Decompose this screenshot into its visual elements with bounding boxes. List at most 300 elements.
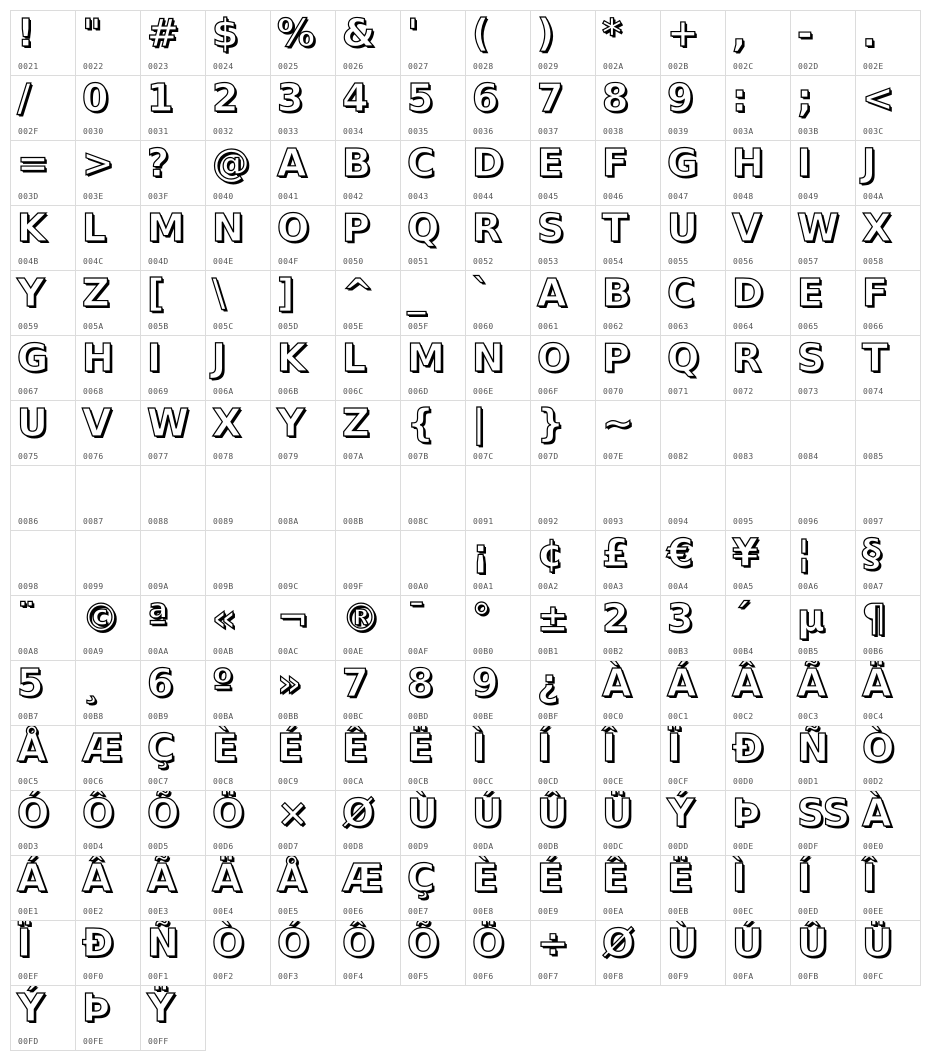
codepoint-label: 00CE <box>603 777 624 786</box>
glyph-cell <box>76 271 141 336</box>
glyph-cell <box>726 206 791 271</box>
glyph-sample: ¶ <box>862 596 887 640</box>
glyph-sample: Â <box>82 856 112 900</box>
codepoint-label: 0034 <box>343 127 364 136</box>
glyph-cell <box>76 986 141 1051</box>
codepoint-label: 00E2 <box>83 907 104 916</box>
glyph-sample: µ <box>797 596 825 640</box>
glyph-sample: ¡ <box>472 531 490 575</box>
glyph-cell <box>401 401 466 466</box>
glyph-sample: Ú <box>472 791 503 835</box>
glyph-sample: Â <box>732 661 762 705</box>
glyph-cell <box>271 726 336 791</box>
codepoint-label: 00D9 <box>408 842 429 851</box>
glyph-cell <box>531 271 596 336</box>
glyph-sample: C <box>667 271 695 315</box>
glyph-sample: Æ <box>82 726 124 770</box>
glyph-cell <box>206 466 271 531</box>
glyph-cell <box>271 466 336 531</box>
codepoint-label: 00EF <box>18 972 39 981</box>
glyph-sample: L <box>82 206 107 250</box>
glyph-sample: P <box>602 336 630 380</box>
glyph-cell <box>76 921 141 986</box>
glyph-sample: Ø <box>602 921 635 965</box>
glyph-cell <box>726 921 791 986</box>
glyph-sample: ¬ <box>277 596 309 640</box>
glyph-sample: Ò <box>862 726 895 770</box>
glyph-cell <box>141 76 206 141</box>
glyph-sample: _ <box>407 271 426 315</box>
glyph-sample: Ä <box>212 856 242 900</box>
glyph-sample: Ó <box>277 921 310 965</box>
glyph-cell <box>401 141 466 206</box>
glyph-sample: G <box>667 141 699 185</box>
glyph-cell <box>531 596 596 661</box>
glyph-sample: M <box>147 206 185 250</box>
codepoint-label: 00E1 <box>18 907 39 916</box>
glyph-sample: T <box>862 336 888 380</box>
glyph-sample: Í <box>537 726 552 770</box>
glyph-sample: 3 <box>277 76 304 120</box>
glyph-sample: Û <box>797 921 828 965</box>
codepoint-label: 0070 <box>603 387 624 396</box>
glyph-cell <box>596 401 661 466</box>
glyph-cell <box>401 466 466 531</box>
glyph-sample: Ñ <box>147 921 179 965</box>
glyph-sample: Y <box>17 271 45 315</box>
glyph-cell <box>271 596 336 661</box>
codepoint-label: 00DF <box>798 842 819 851</box>
codepoint-label: 0097 <box>863 517 884 526</box>
glyph-cell <box>206 531 271 596</box>
glyph-cell <box>726 856 791 921</box>
codepoint-label: 0079 <box>278 452 299 461</box>
glyph-sample: I <box>797 141 812 185</box>
codepoint-label: 00AB <box>213 647 234 656</box>
codepoint-label: 00C8 <box>213 777 234 786</box>
glyph-cell <box>11 336 76 401</box>
codepoint-label: 0043 <box>408 192 429 201</box>
codepoint-label: 0055 <box>668 257 689 266</box>
glyph-sample: 7 <box>537 76 564 120</box>
glyph-sample: À <box>602 661 632 705</box>
codepoint-label: 00FB <box>798 972 819 981</box>
glyph-cell <box>271 791 336 856</box>
codepoint-label: 0078 <box>213 452 234 461</box>
codepoint-label: 003D <box>18 192 39 201</box>
glyph-cell <box>466 531 531 596</box>
codepoint-label: 00A0 <box>408 582 429 591</box>
codepoint-label: 00C6 <box>83 777 104 786</box>
glyph-cell <box>11 401 76 466</box>
glyph-sample: U <box>667 206 698 250</box>
glyph-cell <box>271 531 336 596</box>
codepoint-label: 0087 <box>83 517 104 526</box>
glyph-cell <box>791 206 856 271</box>
glyph-cell <box>531 726 596 791</box>
glyph-sample: Ô <box>342 921 375 965</box>
glyph-cell <box>856 726 921 791</box>
codepoint-label: 00D6 <box>213 842 234 851</box>
glyph-cell <box>856 531 921 596</box>
glyph-sample: O <box>277 206 310 250</box>
codepoint-label: 0036 <box>473 127 494 136</box>
codepoint-label: 005C <box>213 322 234 331</box>
glyph-cell <box>856 336 921 401</box>
glyph-cell <box>206 661 271 726</box>
codepoint-label: 002E <box>863 62 884 71</box>
glyph-sample: X <box>862 206 892 250</box>
codepoint-label: 008A <box>278 517 299 526</box>
codepoint-label: 00BA <box>213 712 234 721</box>
glyph-sample: Ê <box>342 726 368 770</box>
glyph-cell <box>141 856 206 921</box>
glyph-sample: H <box>732 141 764 185</box>
codepoint-label: 00B4 <box>733 647 754 656</box>
glyph-sample: J <box>212 336 227 380</box>
glyph-sample: ® <box>342 596 380 640</box>
glyph-sample: ~ <box>602 401 634 445</box>
glyph-cell <box>726 401 791 466</box>
codepoint-label: 0039 <box>668 127 689 136</box>
glyph-cell <box>206 791 271 856</box>
glyph-sample: 2 <box>602 596 629 640</box>
glyph-cell <box>661 596 726 661</box>
codepoint-label: 005B <box>148 322 169 331</box>
glyph-cell <box>76 856 141 921</box>
glyph-cell <box>661 271 726 336</box>
glyph-cell <box>466 271 531 336</box>
glyph-cell <box>726 76 791 141</box>
codepoint-label: 00B8 <box>83 712 104 721</box>
codepoint-label: 00FA <box>733 972 754 981</box>
glyph-cell <box>791 726 856 791</box>
glyph-cell <box>76 531 141 596</box>
glyph-sample: Ù <box>407 791 438 835</box>
glyph-sample: Ï <box>17 921 32 965</box>
glyph-cell <box>661 466 726 531</box>
glyph-cell <box>531 401 596 466</box>
glyph-cell <box>531 466 596 531</box>
glyph-cell <box>336 11 401 76</box>
codepoint-label: 00A1 <box>473 582 494 591</box>
glyph-cell <box>466 726 531 791</box>
codepoint-label: 0099 <box>83 582 104 591</box>
glyph-sample: Ð <box>732 726 764 770</box>
glyph-sample: ` <box>472 271 491 315</box>
glyph-sample: Õ <box>147 791 180 835</box>
codepoint-label: 0021 <box>18 62 39 71</box>
glyph-sample: Ú <box>732 921 763 965</box>
codepoint-label: 002A <box>603 62 624 71</box>
glyph-cell <box>726 466 791 531</box>
glyph-cell <box>206 856 271 921</box>
codepoint-label: 00C0 <box>603 712 624 721</box>
codepoint-label: 00ED <box>798 907 819 916</box>
codepoint-label: 0045 <box>538 192 559 201</box>
glyph-sample: ¿ <box>537 661 560 705</box>
glyph-sample: H <box>82 336 114 380</box>
codepoint-label: 00D1 <box>798 777 819 786</box>
glyph-cell <box>141 921 206 986</box>
codepoint-label: 00D4 <box>83 842 104 851</box>
glyph-cell <box>661 206 726 271</box>
glyph-cell <box>401 791 466 856</box>
glyph-cell <box>141 791 206 856</box>
glyph-cell <box>401 11 466 76</box>
glyph-sample: × <box>277 791 309 835</box>
glyph-cell <box>271 206 336 271</box>
codepoint-label: 005F <box>408 322 429 331</box>
glyph-sample: E <box>537 141 563 185</box>
glyph-cell <box>661 336 726 401</box>
glyph-cell <box>596 271 661 336</box>
codepoint-label: 0048 <box>733 192 754 201</box>
codepoint-label: 0029 <box>538 62 559 71</box>
codepoint-label: 0073 <box>798 387 819 396</box>
glyph-cell <box>336 921 401 986</box>
glyph-sample: $ <box>212 11 239 55</box>
glyph-cell <box>856 856 921 921</box>
codepoint-label: 003F <box>148 192 169 201</box>
glyph-sample: ! <box>17 11 35 55</box>
codepoint-label: 0096 <box>798 517 819 526</box>
glyph-sample: Y <box>277 401 305 445</box>
glyph-cell <box>76 596 141 661</box>
codepoint-label: 00D2 <box>863 777 884 786</box>
glyph-sample: Ö <box>472 921 505 965</box>
glyph-sample: = <box>17 141 49 185</box>
codepoint-label: 00CD <box>538 777 559 786</box>
codepoint-label: 007C <box>473 452 494 461</box>
glyph-sample: C <box>407 141 435 185</box>
glyph-sample: % <box>277 11 316 55</box>
glyph-cell <box>596 791 661 856</box>
glyph-cell <box>206 336 271 401</box>
glyph-sample: Ë <box>407 726 433 770</box>
glyph-sample: 8 <box>602 76 629 120</box>
codepoint-label: 00BC <box>343 712 364 721</box>
glyph-sample: | <box>472 401 486 445</box>
codepoint-label: 003E <box>83 192 104 201</box>
glyph-cell <box>791 76 856 141</box>
glyph-cell <box>11 141 76 206</box>
glyph-cell <box>596 466 661 531</box>
glyph-cell <box>856 401 921 466</box>
glyph-sample: Z <box>342 401 370 445</box>
codepoint-label: 00DE <box>733 842 754 851</box>
codepoint-label: 006B <box>278 387 299 396</box>
glyph-cell <box>596 141 661 206</box>
glyph-sample: Ã <box>147 856 177 900</box>
codepoint-label: 005D <box>278 322 299 331</box>
glyph-cell <box>206 726 271 791</box>
glyph-sample: 1 <box>147 76 174 120</box>
glyph-cell <box>531 856 596 921</box>
codepoint-label: 0083 <box>733 452 754 461</box>
glyph-cell <box>726 661 791 726</box>
codepoint-label: 0086 <box>18 517 39 526</box>
glyph-cell <box>726 791 791 856</box>
glyph-cell <box>336 206 401 271</box>
codepoint-label: 009F <box>343 582 364 591</box>
glyph-cell <box>141 466 206 531</box>
glyph-sample: - <box>797 11 813 55</box>
codepoint-label: 007E <box>603 452 624 461</box>
glyph-cell <box>466 791 531 856</box>
glyph-sample: É <box>277 726 303 770</box>
glyph-sample: [ <box>147 271 165 315</box>
glyph-cell <box>856 271 921 336</box>
glyph-cell <box>531 791 596 856</box>
glyph-cell <box>141 11 206 76</box>
glyph-cell <box>271 661 336 726</box>
glyph-cell <box>141 401 206 466</box>
codepoint-label: 006E <box>473 387 494 396</box>
glyph-cell <box>76 791 141 856</box>
codepoint-label: 0085 <box>863 452 884 461</box>
codepoint-label: 004D <box>148 257 169 266</box>
glyph-sample: SS <box>797 791 851 835</box>
codepoint-label: 0037 <box>538 127 559 136</box>
codepoint-label: 0047 <box>668 192 689 201</box>
codepoint-label: 0093 <box>603 517 624 526</box>
codepoint-label: 002C <box>733 62 754 71</box>
codepoint-label: 0023 <box>148 62 169 71</box>
glyph-sample: 6 <box>472 76 499 120</box>
codepoint-label: 00BE <box>473 712 494 721</box>
glyph-sample: N <box>212 206 244 250</box>
codepoint-label: 00A8 <box>18 647 39 656</box>
glyph-cell <box>856 11 921 76</box>
glyph-cell <box>466 596 531 661</box>
glyph-sample: Ø <box>342 791 375 835</box>
glyph-cell <box>596 336 661 401</box>
glyph-sample: 5 <box>407 76 434 120</box>
codepoint-label: 0075 <box>18 452 39 461</box>
glyph-sample: 9 <box>472 661 499 705</box>
glyph-sample: Å <box>277 856 307 900</box>
codepoint-label: 00B9 <box>148 712 169 721</box>
codepoint-label: 00A5 <box>733 582 754 591</box>
glyph-sample: « <box>212 596 237 640</box>
codepoint-label: 0054 <box>603 257 624 266</box>
codepoint-label: 00F8 <box>603 972 624 981</box>
codepoint-label: 0028 <box>473 62 494 71</box>
codepoint-label: 00B3 <box>668 647 689 656</box>
codepoint-label: 006F <box>538 387 559 396</box>
glyph-sample: É <box>537 856 563 900</box>
codepoint-label: 00D3 <box>18 842 39 851</box>
glyph-cell <box>141 531 206 596</box>
codepoint-label: 00DA <box>473 842 494 851</box>
glyph-sample: Z <box>82 271 110 315</box>
glyph-cell <box>271 141 336 206</box>
codepoint-label: 00E9 <box>538 907 559 916</box>
codepoint-label: 00B5 <box>798 647 819 656</box>
glyph-cell <box>76 726 141 791</box>
glyph-sample: Ï <box>667 726 682 770</box>
codepoint-label: 0067 <box>18 387 39 396</box>
glyph-sample: A <box>277 141 307 185</box>
glyph-cell <box>531 141 596 206</box>
glyph-cell <box>466 76 531 141</box>
glyph-sample: » <box>277 661 302 705</box>
glyph-cell <box>726 531 791 596</box>
glyph-cell <box>76 76 141 141</box>
glyph-cell <box>531 336 596 401</box>
glyph-sample: V <box>732 206 762 250</box>
glyph-sample: K <box>277 336 307 380</box>
glyph-sample: Å <box>17 726 47 770</box>
glyph-sample: 0 <box>82 76 109 120</box>
codepoint-label: 007A <box>343 452 364 461</box>
codepoint-label: 00A6 <box>798 582 819 591</box>
glyph-cell <box>11 466 76 531</box>
glyph-sample: Ç <box>147 726 175 770</box>
glyph-sample: S <box>797 336 825 380</box>
glyph-sample: Ü <box>862 921 893 965</box>
codepoint-label: 00B1 <box>538 647 559 656</box>
glyph-sample: ÷ <box>537 921 569 965</box>
glyph-sample: O <box>537 336 570 380</box>
glyph-cell <box>11 921 76 986</box>
glyph-sample: I <box>147 336 162 380</box>
glyph-sample: " <box>82 11 102 55</box>
codepoint-label: 00EE <box>863 907 884 916</box>
glyph-cell <box>726 336 791 401</box>
glyph-sample: ¨ <box>17 596 36 640</box>
glyph-sample: < <box>862 76 894 120</box>
glyph-sample: Ô <box>82 791 115 835</box>
glyph-sample: : <box>732 76 748 120</box>
glyph-sample: Í <box>797 856 812 900</box>
glyph-cell <box>401 856 466 921</box>
codepoint-label: 0098 <box>18 582 39 591</box>
codepoint-label: 0088 <box>148 517 169 526</box>
codepoint-label: 0040 <box>213 192 234 201</box>
glyph-cell <box>596 76 661 141</box>
glyph-cell <box>401 726 466 791</box>
codepoint-label: 0049 <box>798 192 819 201</box>
codepoint-label: 00E6 <box>343 907 364 916</box>
codepoint-label: 0071 <box>668 387 689 396</box>
codepoint-label: 00CF <box>668 777 689 786</box>
codepoint-label: 008B <box>343 517 364 526</box>
glyph-cell <box>336 76 401 141</box>
codepoint-label: 0069 <box>148 387 169 396</box>
codepoint-label: 0063 <box>668 322 689 331</box>
codepoint-label: 00D7 <box>278 842 299 851</box>
glyph-cell <box>206 921 271 986</box>
glyph-sample: { <box>407 401 435 445</box>
codepoint-label: 0027 <box>408 62 429 71</box>
glyph-sample: W <box>147 401 189 445</box>
glyph-cell <box>791 791 856 856</box>
glyph-cell <box>336 726 401 791</box>
glyph-cell <box>856 596 921 661</box>
glyph-cell <box>856 661 921 726</box>
glyph-sample: Ÿ <box>147 986 175 1030</box>
glyph-cell <box>726 11 791 76</box>
glyph-cell <box>466 856 531 921</box>
glyph-cell <box>726 141 791 206</box>
glyph-sample: B <box>602 271 631 315</box>
glyph-sample: Î <box>862 856 877 900</box>
glyph-cell <box>856 206 921 271</box>
glyph-sample: R <box>732 336 762 380</box>
codepoint-label: 0074 <box>863 387 884 396</box>
